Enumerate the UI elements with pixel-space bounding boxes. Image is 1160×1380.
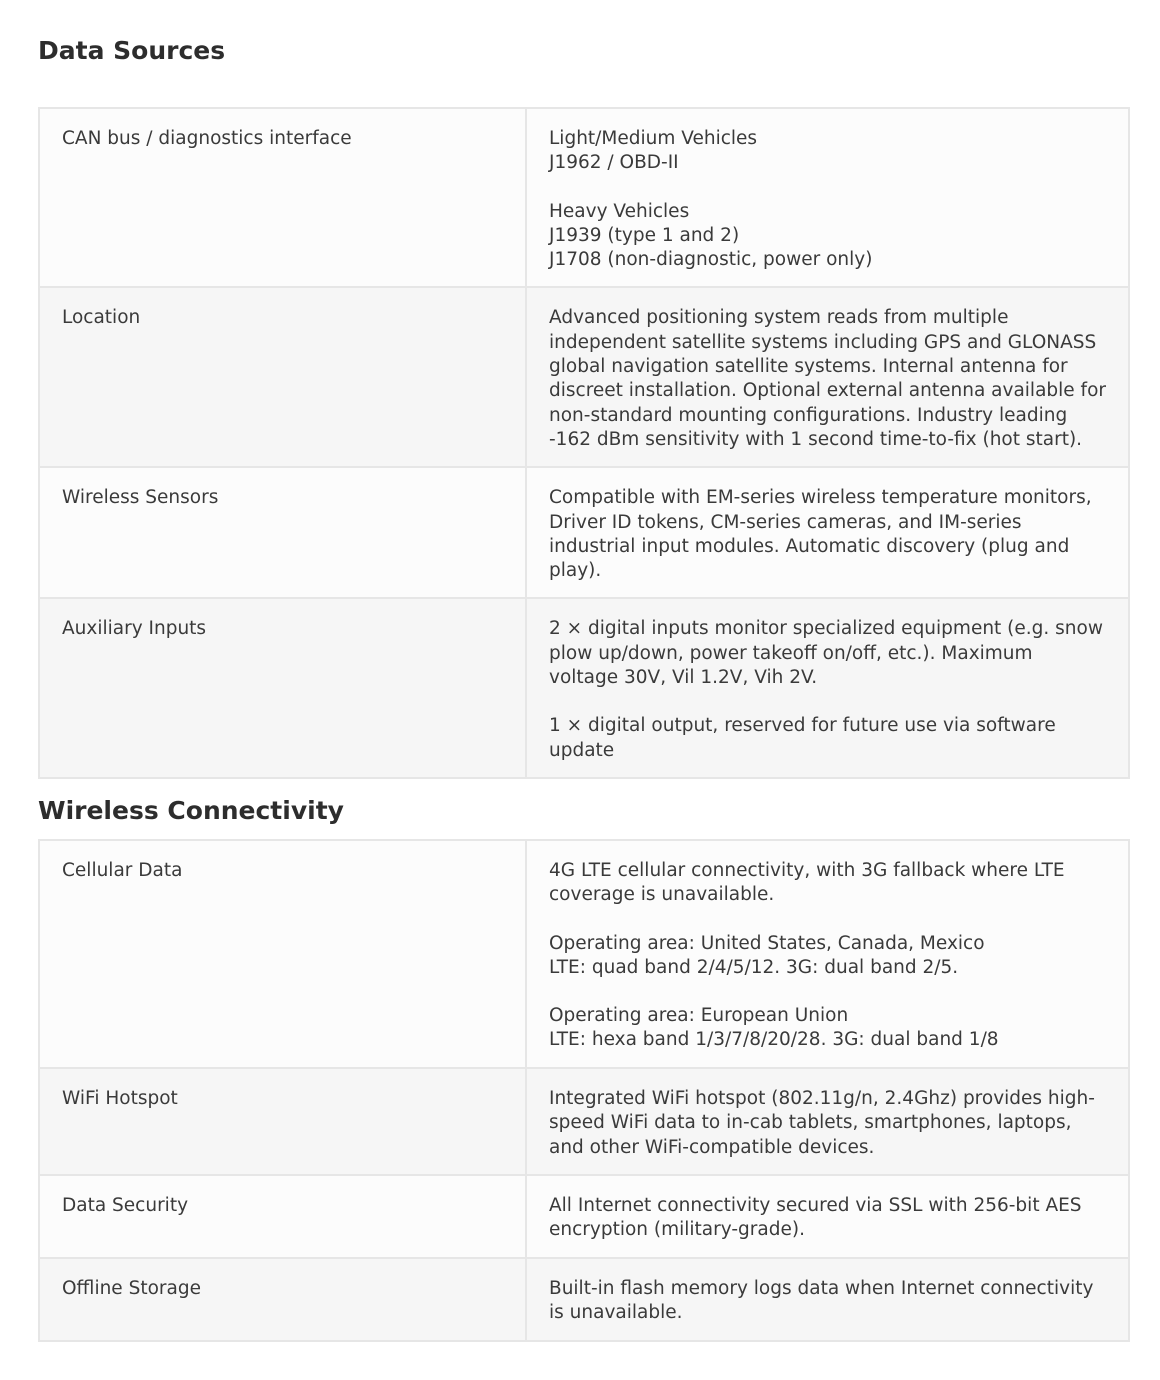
row-value <box>526 598 1129 777</box>
row-value <box>526 1175 1129 1258</box>
table-row <box>39 1068 1129 1175</box>
row-label: Wireless Sensors <box>39 467 526 598</box>
value-paragraph: Advanced positioning system reads from multiple independent satellite systems including GPS and GLONASS global navigation satellite systems. Internal antenna for discreet installation. Optional external antenna available for non-standard mounting configurations. Industry leading -162 dBm sensitivity with 1 second time-to-fix (hot start). <box>549 307 1106 450</box>
row-value <box>526 467 1129 598</box>
row-value <box>526 840 1129 1068</box>
row-value <box>526 108 1129 287</box>
table-row <box>39 467 1129 598</box>
table-row <box>39 108 1129 287</box>
section-title-data-sources: Data Sources <box>38 36 226 65</box>
row-label: Data Security <box>39 1175 526 1258</box>
value-paragraph: Heavy Vehicles J1939 (type 1 and 2) J1708 (non-diagnostic, power only) <box>549 200 873 271</box>
row-label: WiFi Hotspot <box>39 1068 526 1175</box>
section-title-wireless-connectivity: Wireless Connectivity <box>38 796 344 825</box>
table-row <box>39 1175 1129 1258</box>
row-value <box>526 1258 1129 1341</box>
value-paragraph: 1 × digital output, reserved for future use via software update <box>549 715 1056 761</box>
value-paragraph: Integrated WiFi hotspot (802.11g/n, 2.4Ghz) provides high-speed WiFi data to in-cab tablets, smartphones, laptops, and other WiFi-compatible devices. <box>549 1088 1095 1158</box>
value-paragraph: Operating area: European Union LTE: hexa band 1/3/7/8/20/28. 3G: dual band 1/8 <box>549 1005 999 1051</box>
wireless-connectivity-table <box>38 839 1130 1342</box>
value-paragraph: Operating area: United States, Canada, Mexico LTE: quad band 2/4/5/12. 3G: dual band 2/5. <box>549 932 985 978</box>
row-value <box>526 287 1129 467</box>
value-paragraph: 2 × digital inputs monitor specialized equipment (e.g. snow plow up/down, power takeoff on/off, etc.). Maximum voltage 30V, Vil 1.2V, Vih 2V. <box>549 618 1103 689</box>
value-paragraph: Compatible with EM-series wireless temperature monitors, Driver ID tokens, CM-series cameras, and IM-series industrial input modules. Automatic discovery (plug and play). <box>549 487 1092 582</box>
table-row <box>39 840 1129 1068</box>
value-paragraph: Light/Medium Vehicles J1962 / OBD-II <box>549 128 758 174</box>
value-paragraph: All Internet connectivity secured via SSL with 256-bit AES encryption (military-grade). <box>549 1195 1082 1241</box>
value-paragraph: Built-in flash memory logs data when Internet connectivity is unavailable. <box>549 1278 1094 1324</box>
table-row <box>39 287 1129 467</box>
table-row <box>39 1258 1129 1341</box>
row-value <box>526 1068 1129 1175</box>
value-paragraph: 4G LTE cellular connectivity, with 3G fallback where LTE coverage is unavailable. <box>549 860 1065 906</box>
table-row <box>39 598 1129 777</box>
row-label: Cellular Data <box>39 840 526 1068</box>
data-sources-table <box>38 107 1130 779</box>
row-label: Location <box>39 287 526 467</box>
row-label: CAN bus / diagnostics interface <box>39 108 526 287</box>
row-label: Offline Storage <box>39 1258 526 1341</box>
row-label: Auxiliary Inputs <box>39 598 526 777</box>
